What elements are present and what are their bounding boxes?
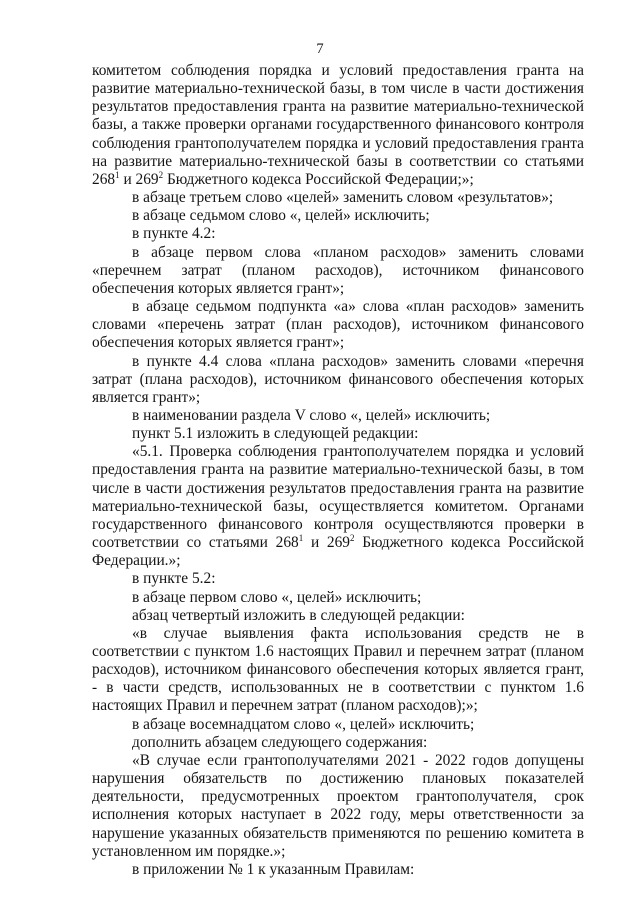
paragraph: абзац четвертый изложить в следующей редакции: bbox=[132, 606, 465, 624]
paragraph: в приложении № 1 к указанным Правилам: bbox=[132, 860, 415, 878]
paragraph: в абзаце первом слова «планом расходов» заменить словами «перечнем затрат (планом расходов), источником финансового обеспечения которых является грант»; bbox=[92, 243, 584, 297]
paragraph: в абзаце седьмом подпункта «а» слова «план расходов» заменить словами «перечень затрат (план расходов), источником финансового обеспечения которых является грант»; bbox=[92, 298, 584, 352]
paragraph: в наименовании раздела V слово «, целей» исключить; bbox=[132, 406, 491, 424]
paragraph: в пункте 4.4 слова «плана расходов» заменить словами «перечня затрат (плана расходов), источником финансового обеспечения которых является грант»; bbox=[92, 352, 584, 406]
paragraph: в абзаце третьем слово «целей» заменить словом «результатов»; bbox=[132, 189, 554, 207]
document-body bbox=[92, 62, 584, 879]
paragraph: комитетом соблюдения порядка и условий предоставления гранта на развитие материально-технической базы, в том числе в части достижения результатов предоставления гранта на развитие материально-технической базы, а также проверки органами государственного финансового контроля соблюдения грантополучателем порядка и условий предоставления гранта на развитие материально-технической базы в соответствии со статьями $268^1$ и $269^2$ Бюджетного кодекса Российской Федерации;»; bbox=[92, 62, 584, 188]
paragraph: пункт 5.1 изложить в следующей редакции: bbox=[132, 425, 419, 443]
paragraph: «В случае если грантополучателями 2021 - 2022 годов допущены нарушения обязательств по достижению плановых показателей деятельности, предусмотренных проектом грантополучателя, срок исполнения которых наступает в 2022 году, меры ответственности за нарушение указанных обязательств применяются по решению комитета в установленном им порядке.»; bbox=[92, 751, 584, 860]
page-number: 7 bbox=[316, 41, 324, 57]
paragraph: в пункте 5.2: bbox=[132, 570, 216, 588]
paragraph: дополнить абзацем следующего содержания: bbox=[132, 733, 428, 751]
paragraph: «5.1. Проверка соблюдения грантополучателем порядка и условий предоставления гранта на развитие материально-технической базы, в том числе в части достижения результатов предоставления гранта на развитие материально-технической базы, осуществляется комитетом. Органами государственного финансового контроля осуществляются проверки в соответствии со статьями $268^1$ и $269^2$ Бюджетного кодекса Российской Федерации.»; bbox=[92, 443, 584, 570]
paragraph: «в случае выявления факта использования средств не в соответствии с пунктом 1.6 настоящих Правил и перечнем затрат (планом расходов), источником финансового обеспечения которых является грант, - в части средств, использованных не в соответствии с пунктом 1.6 настоящих Правил и перечнем затрат (планом расходов);»; bbox=[92, 624, 584, 715]
paragraph: в пункте 4.2: bbox=[132, 225, 216, 243]
paragraph: в абзаце первом слово «, целей» исключить; bbox=[132, 588, 422, 606]
paragraph: в абзаце восемнадцатом слово «, целей» исключить; bbox=[132, 715, 475, 733]
paragraph: в абзаце седьмом слово «, целей» исключить; bbox=[132, 207, 430, 225]
